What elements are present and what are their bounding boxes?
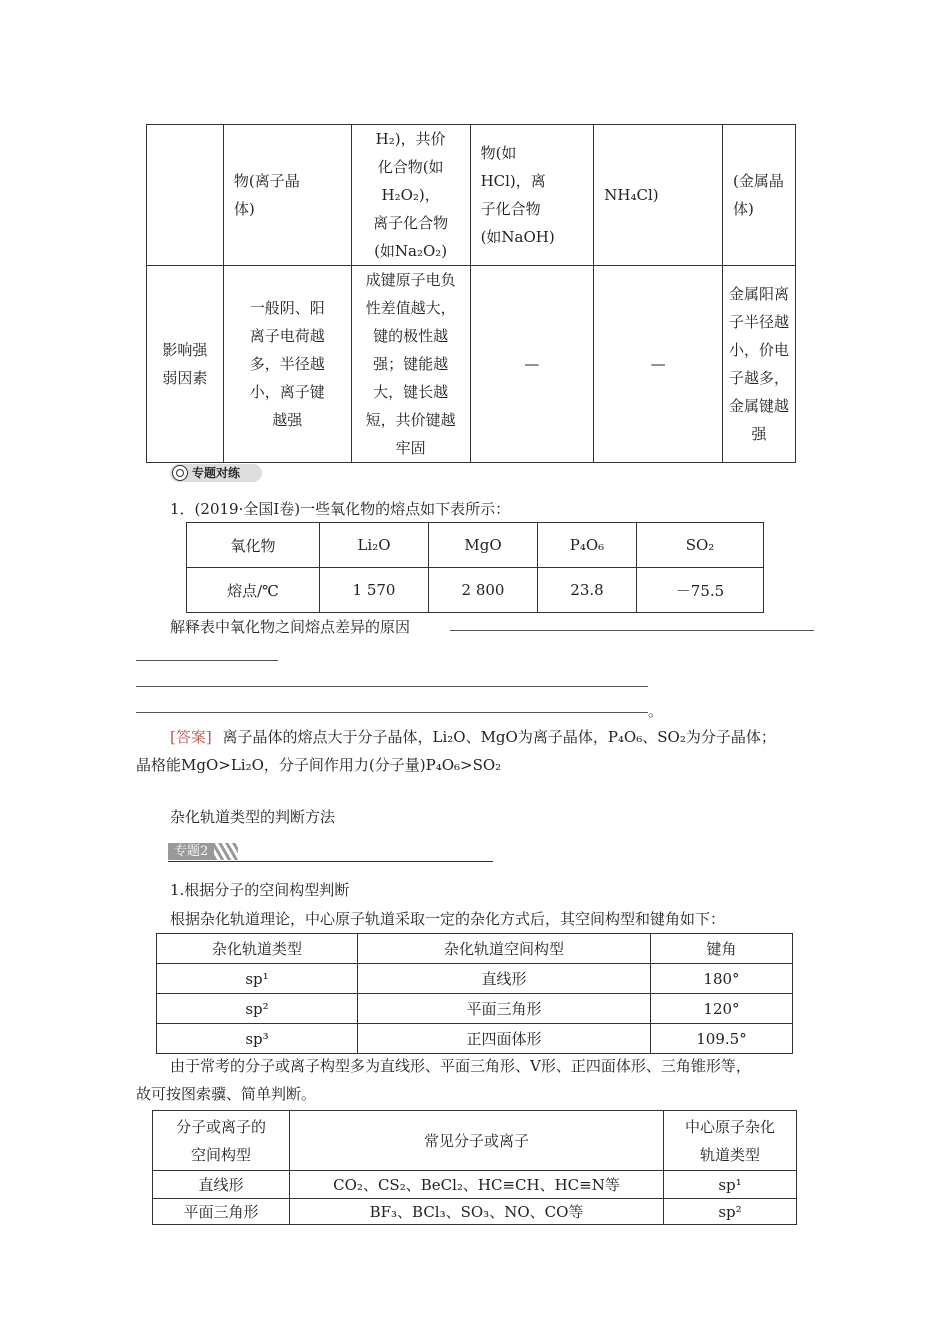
note-text-line2: 故可按图索骥、简单判断。 xyxy=(136,1085,317,1103)
cell-text: 影响强弱因素 xyxy=(162,341,208,387)
answer-blank-line[interactable] xyxy=(450,630,814,631)
cell-text: — xyxy=(650,355,666,373)
practice-badge-label: 专题对练 xyxy=(192,466,241,480)
table-cell xyxy=(223,125,351,266)
molecular-shape-table xyxy=(152,1110,797,1225)
cell-line: H₂)，共价 xyxy=(375,130,446,148)
cell-line: (如Na₂O₂) xyxy=(374,242,448,260)
cell-line: 化合物(如 xyxy=(377,158,444,176)
table-header-cell: Li₂O xyxy=(320,523,429,568)
table-cell xyxy=(223,266,351,463)
table-cell xyxy=(470,266,594,463)
question-prompt: 解释表中氧化物之间熔点差异的原因 xyxy=(170,618,411,636)
section-title: 杂化轨道类型的判断方法 xyxy=(170,808,336,826)
table-cell xyxy=(351,266,470,463)
table-cell: 正四面体形 xyxy=(358,1024,651,1054)
table-header-cell: 氧化物 xyxy=(187,523,320,568)
practice-badge xyxy=(170,464,262,482)
table-cell: BF₃、BCl₃、SO₃、NO、CO等 xyxy=(290,1199,664,1225)
cell-text: — xyxy=(524,355,540,373)
table-cell: 180° xyxy=(651,964,793,994)
table-cell: 109.5° xyxy=(651,1024,793,1054)
table-cell: 熔点/℃ xyxy=(187,568,320,613)
table-header-cell: 常见分子或离子 xyxy=(290,1111,664,1171)
table-header-cell: 杂化轨道空间构型 xyxy=(358,934,651,964)
table-cell xyxy=(351,125,470,266)
cell-text: 一般阴、阳离子电荷越多，半径越小，离子键越强 xyxy=(249,299,325,429)
table-cell: －75.5 xyxy=(637,568,764,613)
table-cell: 平面三角形 xyxy=(153,1199,290,1225)
table-cell: CO₂、CS₂、BeCl₂、HC≡CH、HC≡N等 xyxy=(290,1171,664,1199)
table-cell: 平面三角形 xyxy=(358,994,651,1024)
table-header-cell: P₄O₆ xyxy=(538,523,637,568)
table-cell xyxy=(147,125,224,266)
table-cell: 2 800 xyxy=(429,568,538,613)
table-cell xyxy=(723,266,796,463)
cell-line: 物(如 xyxy=(480,144,517,162)
cell-line: H₂O₂)， xyxy=(381,186,440,204)
cell-text: 金属阳离子半径越小，价电子越多，金属键越强 xyxy=(728,285,789,443)
table-header-cell: 键角 xyxy=(651,934,793,964)
cell-text: NH₄Cl) xyxy=(604,186,659,204)
table-cell: sp³ xyxy=(157,1024,358,1054)
cell-line: (如NaOH) xyxy=(480,228,555,246)
table-cell xyxy=(594,266,723,463)
cell-line: 离子化合物 xyxy=(373,214,449,232)
table-header-cell xyxy=(664,1111,797,1171)
table-cell xyxy=(147,266,224,463)
cell-text: 分子或离子的空间构型 xyxy=(176,1117,267,1164)
table-cell: sp² xyxy=(664,1199,797,1225)
cell-text: 中心原子杂化轨道类型 xyxy=(684,1117,775,1164)
answer-block xyxy=(170,726,776,747)
table-cell xyxy=(594,125,723,266)
table-cell: 直线形 xyxy=(358,964,651,994)
table-cell: 120° xyxy=(651,994,793,1024)
note-text: 由于常考的分子或离子构型多为直线形、平面三角形、V形、正四面体形、三角锥形等， xyxy=(170,1057,751,1075)
cell-line: 子化合物 xyxy=(480,200,541,218)
cell-text: 成键原子电负性差值越大，键的极性越强；键能越大，键长越短，共价键越牢固 xyxy=(365,271,456,457)
intro-text: 根据杂化轨道理论，中心原子轨道采取一定的杂化方式后，其空间构型和键角如下： xyxy=(170,910,726,928)
table-cell: 23.8 xyxy=(538,568,637,613)
table-cell xyxy=(723,125,796,266)
cell-text: (金属晶体) xyxy=(733,172,784,218)
answer-blank-line[interactable] xyxy=(136,712,648,713)
answer-text-line2: 晶格能MgO>Li₂O，分子间作用力(分子量)P₄O₆>SO₂ xyxy=(136,756,502,774)
table-cell: sp¹ xyxy=(157,964,358,994)
answer-text: 离子晶体的熔点大于分子晶体，Li₂O、MgO为离子晶体，P₄O₆、SO₂为分子晶体； xyxy=(222,728,776,746)
badge-stripes xyxy=(214,843,238,860)
cell-text: 物(离子晶体) xyxy=(233,172,300,218)
table-cell xyxy=(470,125,594,266)
table-header-cell: MgO xyxy=(429,523,538,568)
target-icon xyxy=(172,465,188,481)
topic-2-badge: 专题2 xyxy=(168,843,214,860)
answer-blank-line[interactable] xyxy=(136,686,648,687)
subsection-heading: 1.根据分子的空间构型判断 xyxy=(170,881,350,899)
table-cell: sp¹ xyxy=(664,1171,797,1199)
cell-line: HCl)，离 xyxy=(480,172,546,190)
table-header-cell: SO₂ xyxy=(637,523,764,568)
table-cell: sp² xyxy=(157,994,358,1024)
table-cell: 直线形 xyxy=(153,1171,290,1199)
answer-blank-line[interactable] xyxy=(136,660,278,661)
section-divider xyxy=(168,861,493,862)
table-cell: 1 570 xyxy=(320,568,429,613)
table-header-cell xyxy=(153,1111,290,1171)
melting-point-table xyxy=(186,522,764,613)
bond-comparison-table xyxy=(146,124,796,463)
answer-tag: [答案] xyxy=(170,728,212,746)
table-header-cell: 杂化轨道类型 xyxy=(157,934,358,964)
hybridization-table xyxy=(156,933,793,1054)
blank-period: 。 xyxy=(648,702,664,720)
question-1-text: 1．(2019·全国Ⅰ卷)一些氧化物的熔点如下表所示： xyxy=(170,500,511,518)
